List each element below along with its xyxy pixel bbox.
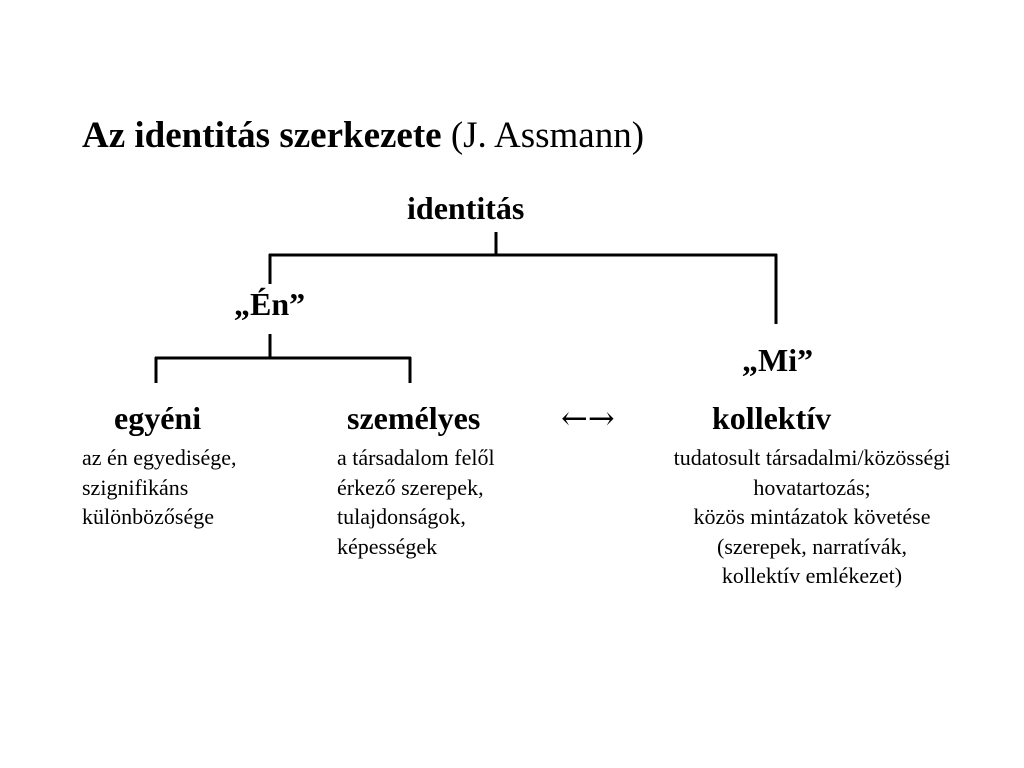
desc-kollektiv-line: tudatosult társadalmi/közösségi xyxy=(673,445,951,470)
node-identitas: identitás xyxy=(407,190,525,226)
desc-egyeni-line: különbözősége xyxy=(82,504,214,529)
desc-kollektiv-line: (szerepek, narratívák, xyxy=(717,533,907,559)
desc-szemelyes-line: a társadalom felől xyxy=(337,445,495,470)
category-kollektiv: kollektív xyxy=(712,400,832,436)
category-egyeni: egyéni xyxy=(114,400,202,436)
desc-egyeni-line: szignifikáns xyxy=(82,474,189,500)
desc-szemelyes-line: képességek xyxy=(337,533,438,559)
desc-kollektiv-line: kollektív emlékezet) xyxy=(721,563,903,588)
node-mi: „Mi” xyxy=(742,342,814,378)
desc-szemelyes-line: tulajdonságok, xyxy=(337,504,466,529)
desc-egyeni-line: az én egyedisége, xyxy=(82,445,237,470)
desc-kollektiv-line: közös mintázatok követése xyxy=(693,504,931,529)
desc-kollektiv xyxy=(612,443,1012,591)
node-en: „Én” xyxy=(234,286,306,322)
category-szemelyes: személyes xyxy=(347,400,481,436)
desc-egyeni xyxy=(82,443,237,532)
title-main: Az identitás szerkezete xyxy=(82,115,442,156)
desc-kollektiv-line: hovatartozás; xyxy=(753,474,871,500)
title-author: (J. Assmann) xyxy=(450,115,645,156)
desc-szemelyes-line: érkező szerepek, xyxy=(337,474,484,500)
bidirectional-arrow-icon: ←→ xyxy=(561,399,615,437)
desc-szemelyes xyxy=(337,443,495,561)
